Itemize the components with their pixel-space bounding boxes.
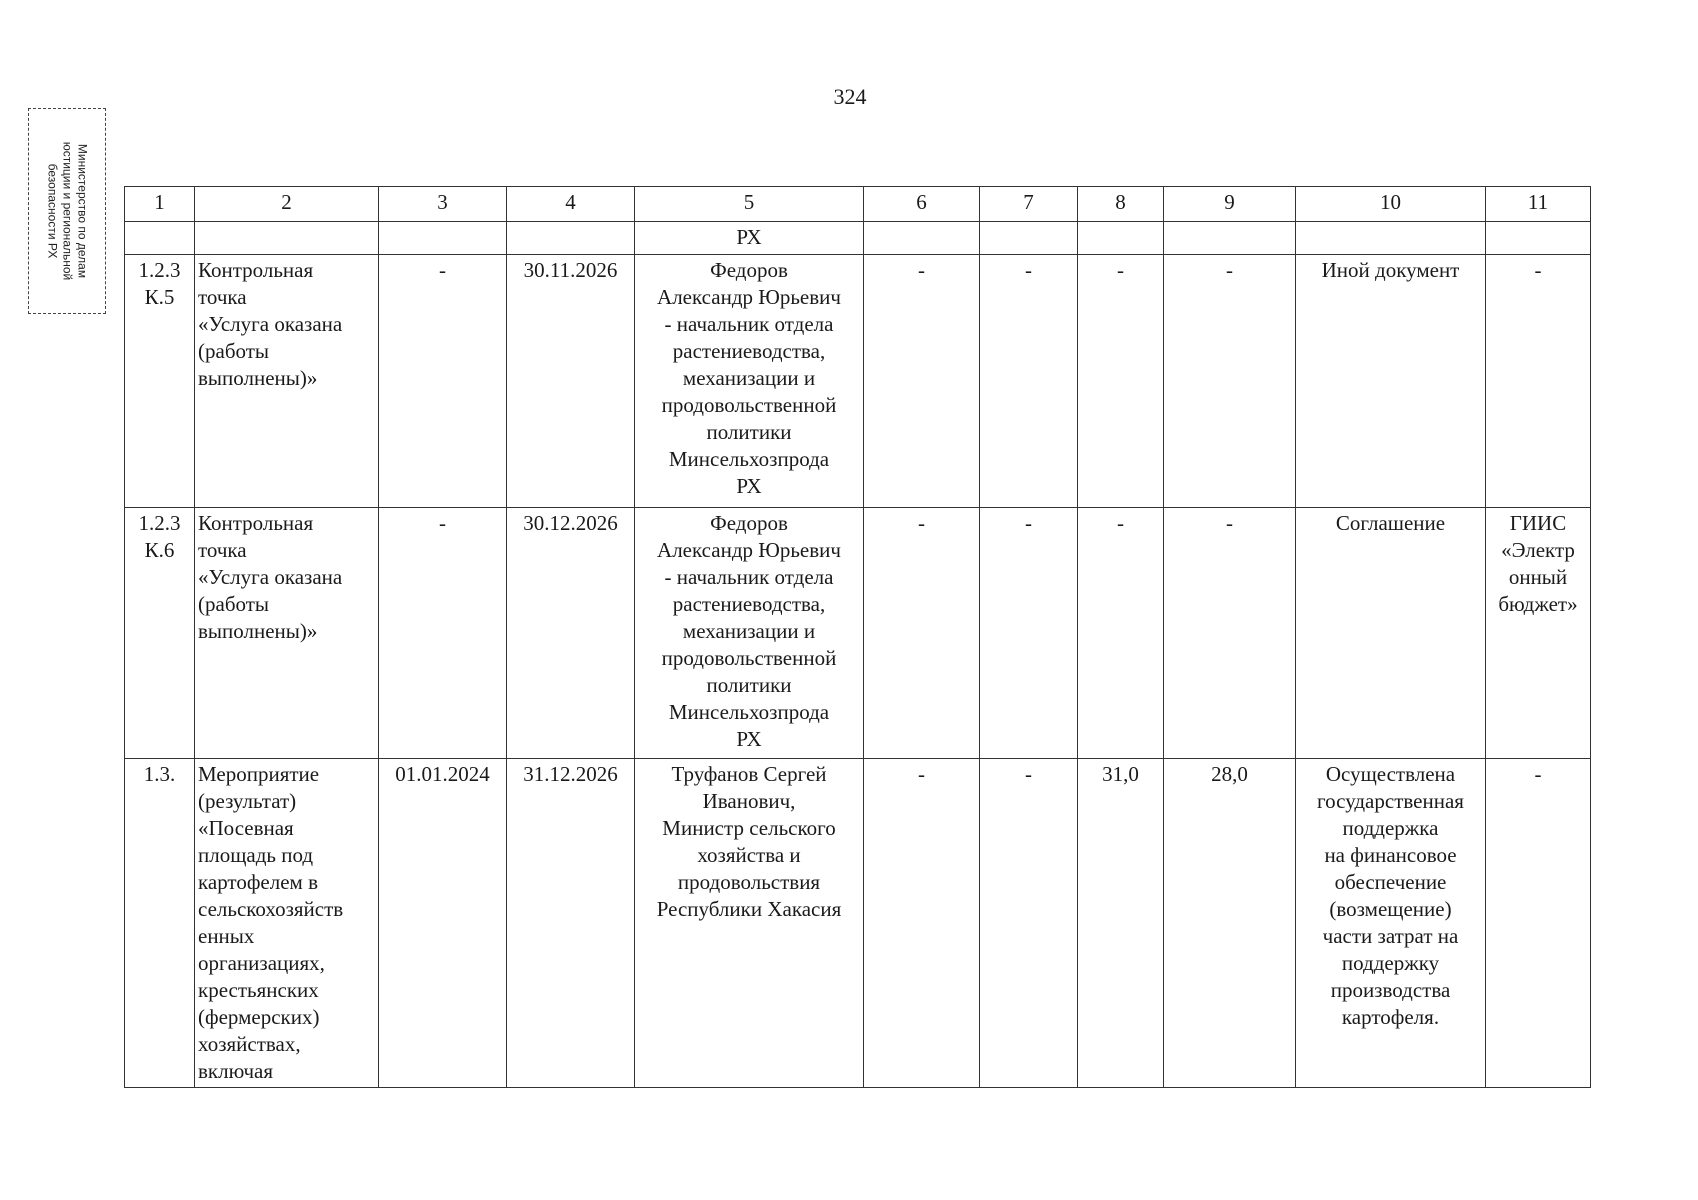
start-date: 01.01.2024	[379, 759, 507, 1088]
table-cell	[1164, 222, 1296, 255]
table-cell	[1296, 222, 1486, 255]
table-cell: -	[864, 508, 980, 759]
table-cell: -	[1164, 508, 1296, 759]
table-cell	[125, 222, 195, 255]
header-cell: 2	[195, 187, 379, 222]
info-system: -	[1486, 255, 1591, 508]
plan-table	[124, 186, 1591, 1088]
table-cell: -	[864, 759, 980, 1088]
info-system: ГИИС «Электр онный бюджет»	[1486, 508, 1591, 759]
header-cell: 5	[635, 187, 864, 222]
header-cell: 3	[379, 187, 507, 222]
header-cell: 9	[1164, 187, 1296, 222]
header-cell: 7	[980, 187, 1078, 222]
header-row	[125, 187, 1591, 222]
document-type: Иной документ	[1296, 255, 1486, 508]
table-cell: 31,0	[1078, 759, 1164, 1088]
document-type: Осуществлена государственная поддержка на финансовое обеспечение (возмещение) части затрат на поддержку производства картофеля.	[1296, 759, 1486, 1088]
row-number: 1.2.3 К.5	[125, 255, 195, 508]
table-cell: -	[864, 255, 980, 508]
start-date: -	[379, 508, 507, 759]
header-cell: 6	[864, 187, 980, 222]
page-number: 324	[833, 84, 867, 109]
responsible: Федоров Александр Юрьевич - начальник отдела растениеводства, механизации и продовольственной политики Минсельхозпрода РХ	[635, 508, 864, 759]
table-cell: 28,0	[1164, 759, 1296, 1088]
table-cell	[507, 222, 635, 255]
table-row	[125, 255, 1591, 508]
end-date: 31.12.2026	[507, 759, 635, 1088]
row-number: 1.3.	[125, 759, 195, 1088]
row-name: Контрольная точка «Услуга оказана (работы выполнены)»	[195, 508, 379, 759]
table-cell	[980, 222, 1078, 255]
table-cell: -	[1078, 508, 1164, 759]
start-date: -	[379, 255, 507, 508]
row-name: Мероприятие (результат) «Посевная площадь под картофелем в сельскохозяйств енных организациях, крестьянских (фермерских) хозяйствах, включая	[195, 759, 379, 1088]
end-date: 30.12.2026	[507, 508, 635, 759]
table-cell: -	[980, 255, 1078, 508]
table-cell	[1486, 222, 1591, 255]
header-cell: 11	[1486, 187, 1591, 222]
responsible: Труфанов Сергей Иванович, Министр сельского хозяйства и продовольствия Республики Хакасия	[635, 759, 864, 1088]
table-cell: -	[980, 759, 1078, 1088]
table-cell	[379, 222, 507, 255]
document-type: Соглашение	[1296, 508, 1486, 759]
end-date: 30.11.2026	[507, 255, 635, 508]
table-cell: -	[1164, 255, 1296, 508]
table-cell: РХ	[635, 222, 864, 255]
table-row	[125, 759, 1591, 1088]
registration-stamp	[28, 108, 106, 314]
header-cell: 1	[125, 187, 195, 222]
table-cell	[1078, 222, 1164, 255]
table-cell: -	[980, 508, 1078, 759]
continuation-row	[125, 222, 1591, 255]
header-cell: 8	[1078, 187, 1164, 222]
row-name: Контрольная точка «Услуга оказана (работы выполнены)»	[195, 255, 379, 508]
responsible: Федоров Александр Юрьевич - начальник отдела растениеводства, механизации и продовольственной политики Минсельхозпрода РХ	[635, 255, 864, 508]
table-cell	[864, 222, 980, 255]
header-cell: 4	[507, 187, 635, 222]
table-row	[125, 508, 1591, 759]
table-cell: -	[1078, 255, 1164, 508]
stamp-text: Министерство по делам юстиции и региональной безопасности РХ	[45, 141, 90, 281]
info-system: -	[1486, 759, 1591, 1088]
table-cell	[195, 222, 379, 255]
header-cell: 10	[1296, 187, 1486, 222]
row-number: 1.2.3 К.6	[125, 508, 195, 759]
